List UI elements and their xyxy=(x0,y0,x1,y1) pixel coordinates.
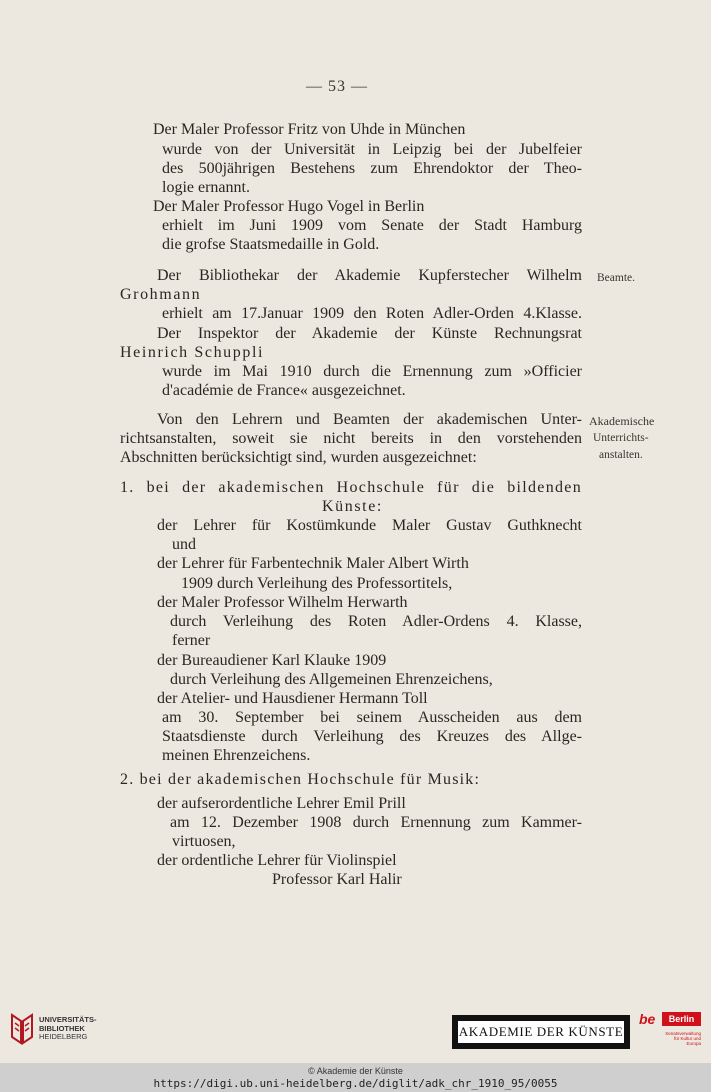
text-line-30: am 30. September bei seinem Ausscheiden aus dem xyxy=(162,709,582,726)
text-line-25: durch Verleihung des Roten Adler-Ordens 4. Klasse, xyxy=(170,613,582,630)
berlin-box-label: Berlin xyxy=(662,1012,701,1026)
text-line-11: Der Inspektor der Akademie der Künste Rechnungsrat xyxy=(157,325,582,342)
margin-note-unterrichts: Unterrichts- xyxy=(593,432,649,444)
text-line-36: virtuosen, xyxy=(172,833,236,850)
text-line-18: 1. bei der akademischen Hochschule für die bildenden xyxy=(120,479,582,496)
text-line-28: durch Verleihung des Allgemeinen Ehrenzeichens, xyxy=(170,671,493,688)
text-line-12: Heinrich Schuppli xyxy=(120,344,265,361)
text-line-4: logie ernannt. xyxy=(162,179,250,196)
text-line-13: wurde im Mai 1910 durch die Ernennung zum »Officier xyxy=(162,363,582,380)
text-line-9: Grohmann xyxy=(120,286,202,303)
text-line-3: des 500jährigen Bestehens zum Ehrendoktor der Theo- xyxy=(162,160,582,177)
text-line-32: meinen Ehrenzeichens. xyxy=(162,747,311,764)
text-line-16: richtsanstalten, soweit sie nicht bereits in den vorstehenden xyxy=(120,430,582,447)
text-line-19: Künste: xyxy=(322,498,383,515)
ub-emblem-icon xyxy=(9,1011,35,1045)
text-line-10: erhielt am 17.Januar 1909 den Roten Adler-Orden 4.Klasse. xyxy=(162,305,582,322)
text-line-38: Professor Karl Halir xyxy=(272,871,402,888)
text-line-2: wurde von der Universität in Leipzig bei der Jubelfeier xyxy=(162,141,582,158)
berlin-small-text: Senatsverwaltung für Kultur und Europa xyxy=(665,1031,701,1046)
adk-logo[interactable] xyxy=(452,1015,630,1049)
text-line-17: Abschnitten berücksichtigt sind, wurden ausgezeichnet: xyxy=(120,449,477,466)
text-line-8: Der Bibliothekar der Akademie Kupferstecher Wilhelm xyxy=(157,267,582,284)
adk-logo-text: AKADEMIE DER KÜNSTE xyxy=(458,1021,624,1043)
margin-note-anstalten: anstalten. xyxy=(599,449,643,461)
text-line-15: Von den Lehrern und Beamten der akademischen Unter- xyxy=(157,411,582,428)
text-line-27: der Bureaudiener Karl Klauke 1909 xyxy=(157,652,387,669)
text-line-26: ferner xyxy=(172,632,211,649)
text-line-34: der aufserordentliche Lehrer Emil Prill xyxy=(157,795,406,812)
text-line-7: die grofse Staatsmedaille in Gold. xyxy=(162,236,380,253)
text-line-29: der Atelier- und Hausdiener Hermann Toll xyxy=(157,690,428,707)
copyright-notice: © Akademie der Künste xyxy=(308,1066,403,1076)
text-line-23: 1909 durch Verleihung des Professortitels, xyxy=(181,575,453,592)
page-number: — 53 — xyxy=(306,78,368,95)
text-line-14: d'académie de France« ausgezeichnet. xyxy=(162,382,406,399)
text-line-1: Der Maler Professor Fritz von Uhde in München xyxy=(153,121,466,138)
berlin-senate-logo[interactable] xyxy=(639,1011,701,1051)
ub-heidelberg-logo[interactable] xyxy=(9,1011,129,1047)
text-line-24: der Maler Professor Wilhelm Herwarth xyxy=(157,594,408,611)
margin-note-beamte: Beamte. xyxy=(597,272,635,284)
text-line-6: erhielt im Juni 1909 vom Senate der Stadt Hamburg xyxy=(162,217,582,234)
be-berlin-mark: be xyxy=(639,1011,656,1027)
text-line-5: Der Maler Professor Hugo Vogel in Berlin xyxy=(153,198,425,215)
text-line-33: 2. bei der akademischen Hochschule für Musik: xyxy=(120,771,481,788)
text-line-35: am 12. Dezember 1908 durch Ernennung zum Kammer- xyxy=(170,814,582,831)
page-url[interactable]: https://digi.ub.uni-heidelberg.de/diglit/adk_chr_1910_95/0055 xyxy=(153,1077,558,1090)
ub-logo-text: UNIVERSITÄTS- BIBLIOTHEK HEIDELBERG xyxy=(39,1015,97,1041)
text-line-22: der Lehrer für Farbentechnik Maler Albert Wirth xyxy=(157,555,469,572)
text-line-21: und xyxy=(172,536,196,553)
margin-note-akademische: Akademische xyxy=(589,414,655,428)
text-line-31: Staatsdienste durch Verleihung des Kreuzes des Allge- xyxy=(162,728,582,745)
text-line-37: der ordentliche Lehrer für Violinspiel xyxy=(157,852,397,869)
text-line-20: der Lehrer für Kostümkunde Maler Gustav Guthknecht xyxy=(157,517,582,534)
